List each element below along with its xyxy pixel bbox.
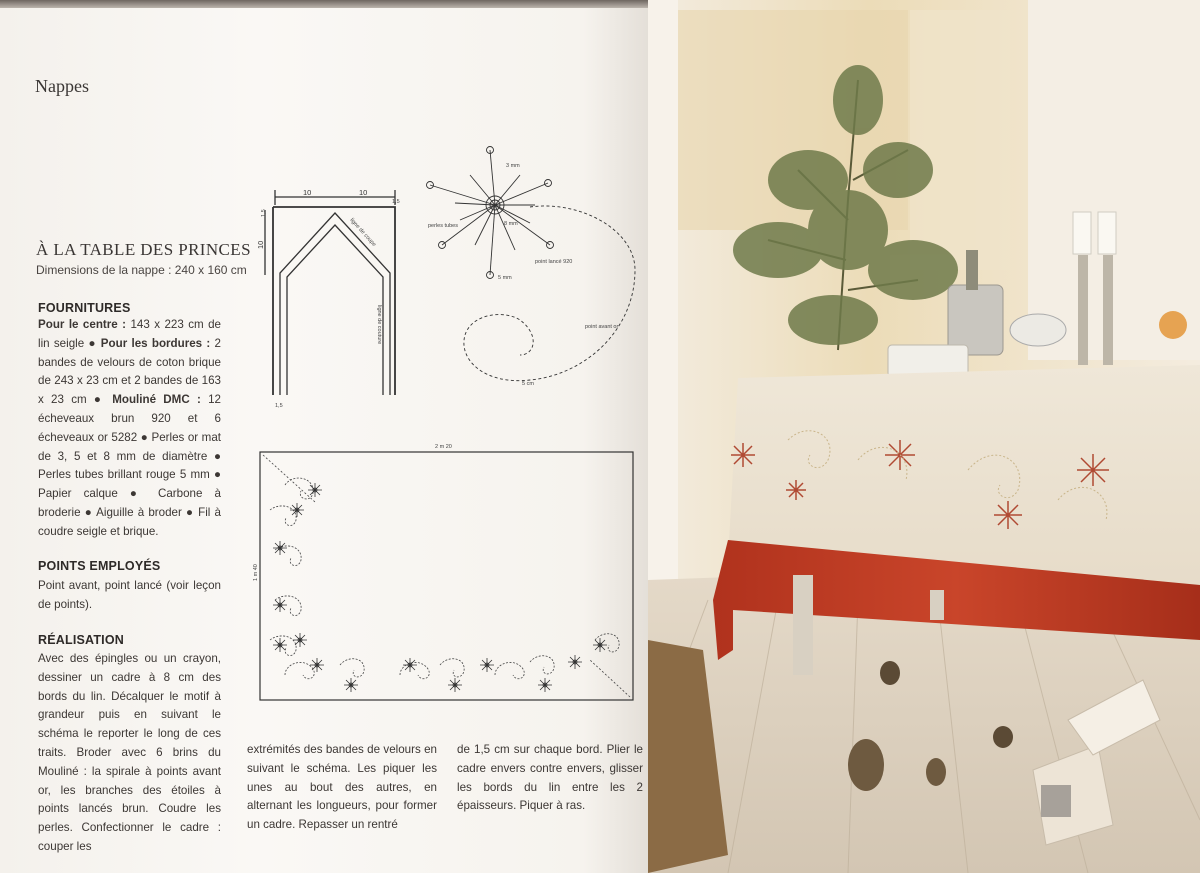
fournitures-heading: FOURNITURES [38, 301, 131, 315]
realisation-col1: Avec des épingles ou un crayon, dessiner un cadre à 8 cm des bords du lin. Décalquer le motif à grandeur puis en suivant le schéma le reporter le long de ces traits. Broder avec 6 brins du Mouliné : la spirale à points avant or, les branches des étoiles à points lancés brun. Coudre les perles. Confectionner le cadre : couper les [38, 652, 221, 853]
label-point-avant: point avant or [585, 324, 619, 330]
dim-top-left: 10 [303, 188, 312, 197]
label-point-lance: point lancé 920 [535, 259, 573, 265]
fournitures-lead-1: Pour le centre : [38, 318, 131, 331]
bottle [966, 250, 978, 290]
fournitures-body-1: 143 x 223 cm de lin seigle ● [38, 318, 221, 350]
table-leg-left [793, 575, 813, 675]
fruit [1159, 311, 1187, 339]
photo-page [648, 0, 1200, 873]
gift-tag [1041, 785, 1071, 817]
door-panel-right [910, 10, 1010, 270]
realisation-col3: de 1,5 cm sur chaque bord. Plier le cadre envers contre envers, glisser les bords du lin entre les 2 épaisseurs. Piquer à ras. [457, 743, 643, 813]
candle-right [1098, 212, 1116, 254]
dim-side: 10 [256, 240, 265, 249]
star-motif-diagram [420, 145, 645, 395]
realisation-heading: RÉALISATION [38, 633, 124, 647]
dim-small-3: 1,5 [275, 403, 283, 409]
label-seam-line: ligne de couture [376, 305, 382, 345]
candlestick-right [1103, 255, 1113, 365]
label-height: 1 m 40 [253, 564, 259, 581]
label-perles-tubes: perles tubes [428, 223, 458, 229]
page-title: À LA TABLE DES PRINCES [36, 240, 251, 259]
label-5cm: 5 cm [522, 381, 534, 387]
running-head: Nappes [35, 76, 89, 96]
tablecloth-layout-diagram [255, 440, 640, 705]
curtain [648, 0, 678, 600]
pinecone-2 [926, 758, 946, 786]
label-width: 2 m 20 [435, 444, 452, 450]
window-light [1028, 0, 1200, 360]
pinecone-4 [993, 726, 1013, 748]
fournitures-text [38, 316, 221, 542]
pinecone-1 [848, 739, 884, 791]
label-3mm: 3 mm [506, 163, 520, 169]
fournitures-body-2: 2 bandes de velours de coton brique de 243 x 23 cm et 2 bandes de 163 x 23 cm ● [38, 336, 221, 407]
fournitures-body-3: 12 écheveaux brun 920 et 6 écheveaux or 5282 ● Perles or mat de 3, 5 et 8 mm de diamètre ● Perles tubes brillant rouge 5 mm ● Papier calque ● Carbone à broderie ● Aiguille à broder ● Fil à coudre seigle et brique. [38, 393, 221, 538]
dim-small-1: 1,5 [261, 209, 267, 217]
fournitures-lead-3: Mouliné DMC : [112, 393, 209, 407]
label-8mm: 8 mm [504, 221, 518, 227]
points-heading: POINTS EMPLOYÉS [38, 559, 161, 573]
fournitures-lead-2: Pour les bordures : [100, 336, 215, 350]
candlestick-left [1078, 255, 1088, 365]
realisation-col2: extrémités des bandes de velours en suivant le schéma. Les piquer les unes au bout des autres, en alternant les longueurs, pour former un cadre. Repasser un rentré [247, 743, 437, 832]
label-5mm: 5 mm [498, 275, 512, 281]
label-cut-line: ligne de coupe [348, 217, 377, 248]
candle-left [1073, 212, 1091, 254]
table-photo [648, 0, 1200, 873]
corner-diagram [255, 185, 405, 415]
bowl [1010, 314, 1066, 346]
pinecone-3 [880, 661, 900, 685]
dim-small-2: 1,5 [392, 199, 400, 205]
page-subtitle: Dimensions de la nappe : 240 x 160 cm [36, 263, 247, 277]
table-leg-right [930, 590, 944, 620]
dim-top-right: 10 [359, 188, 368, 197]
points-text: Point avant, point lancé (voir leçon de points). [38, 579, 221, 611]
